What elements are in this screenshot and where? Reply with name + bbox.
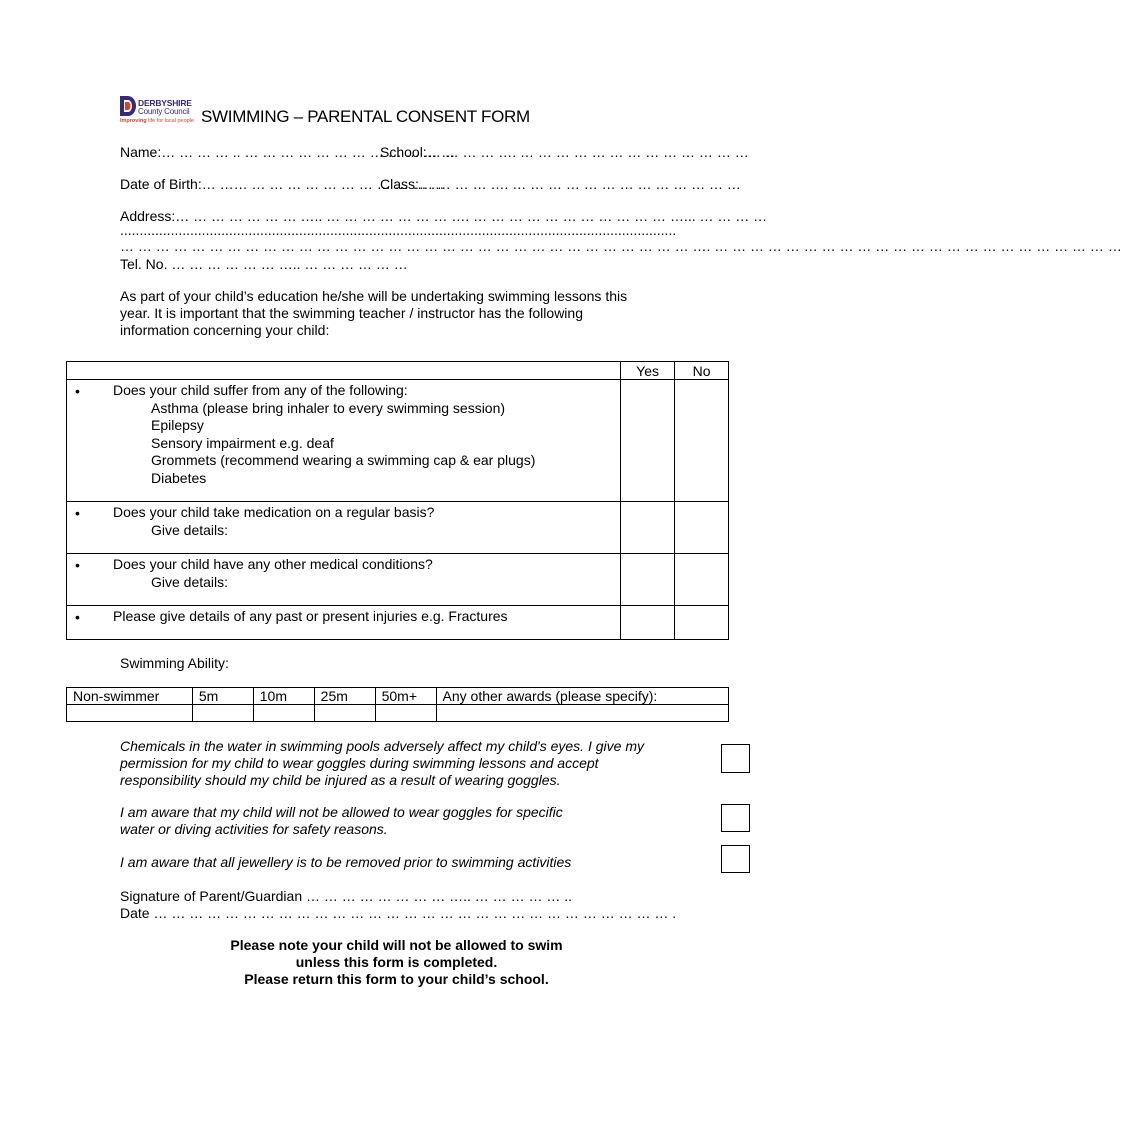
col-25m: 25m <box>314 688 375 705</box>
no-answer-cell[interactable] <box>675 502 729 554</box>
table-row <box>67 705 729 722</box>
class-field[interactable]: Class:… … … … …. … … … … … … … … … … … … … <box>380 176 741 192</box>
give-details-label: Give details: <box>151 521 229 538</box>
col-10m: 10m <box>253 688 314 705</box>
address-field-line1[interactable]: Address:… … … … … … … ….. … … … … … … … …. … … … … … … … … … … … …... … … … … <box>120 208 768 224</box>
table-row <box>67 554 729 606</box>
consent-line: water or diving activities for safety reasons. <box>120 821 388 837</box>
address-field-line3[interactable]: … … … … … … … … … … … … … … … … … … … … … … … … … … … … … … … … …. … … … … … … … … … … … … … … … … … … … … … … … <box>120 238 1122 254</box>
no-answer-cell[interactable] <box>675 554 729 606</box>
logo-tagline: Improving life for local people <box>120 118 194 124</box>
question-text: Please give details of any past or present injuries e.g. Fractures <box>113 608 508 624</box>
intro-paragraph <box>120 288 627 339</box>
table-row <box>67 502 729 554</box>
table-header-row <box>67 362 729 380</box>
5m-answer-cell[interactable] <box>192 705 253 722</box>
tel-field[interactable]: Tel. No. … … … … … … ….. … … … … … … <box>120 256 408 272</box>
intro-line: year. It is important that the swimming teacher / instructor has the following <box>120 305 583 321</box>
derbyshire-d-logo-icon <box>120 96 136 116</box>
table-header-row <box>67 688 729 705</box>
intro-line: As part of your child’s education he/she will be undertaking swimming lessons this <box>120 288 628 304</box>
date-field[interactable]: Date … … … … … … … … … … … … … … … … … … … … … … … … … … … … … . <box>120 905 677 921</box>
bullet: • <box>75 383 80 399</box>
consent-line: responsibility should my child be injured as a result of wearing goggles. <box>120 772 561 788</box>
question-text: Does your child suffer from any of the following: <box>113 382 408 398</box>
condition-asthma: Asthma (please bring inhaler to every swimming session) <box>151 399 506 416</box>
table-row <box>67 380 729 502</box>
25m-answer-cell[interactable] <box>314 705 375 722</box>
swimming-ability-label: Swimming Ability: <box>120 655 229 671</box>
name-field[interactable]: Name:… … … … .. … … … … … … … … … … … … <box>120 144 456 160</box>
header-yes: Yes <box>621 362 675 380</box>
medical-questions-table <box>66 361 729 640</box>
council-logo <box>120 96 200 128</box>
page-title: SWIMMING – PARENTAL CONSENT FORM <box>201 107 530 126</box>
logo-name-line2: County Council <box>138 107 190 116</box>
no-answer-cell[interactable] <box>675 606 729 640</box>
question-cell <box>67 380 621 502</box>
question-text: Does your child take medication on a regular basis? <box>113 504 435 520</box>
give-details-label: Give details: <box>151 573 229 590</box>
col-50m-plus: 50m+ <box>375 688 436 705</box>
header-blank-cell <box>67 362 621 380</box>
bullet: • <box>75 609 80 625</box>
signature-field[interactable]: Signature of Parent/Guardian … … … … … … … … ….. … … … … … .. <box>120 888 573 904</box>
jewellery-text: I am aware that all jewellery is to be removed prior to swimming activities <box>120 854 572 870</box>
50m-plus-answer-cell[interactable] <box>375 705 436 722</box>
footer-note-line: Please note your child will not be allowed to swim <box>230 937 563 953</box>
dob-field[interactable]: Date of Birth:… …… … … … … … … … … … … … <box>120 176 445 192</box>
condition-grommets: Grommets (recommend wearing a swimming cap & ear plugs) <box>151 452 536 468</box>
goggles-restriction-checkbox[interactable] <box>721 804 750 832</box>
goggles-permission-text <box>120 738 644 789</box>
address-field-line2[interactable]: ............................................................................................................................................... <box>120 222 677 238</box>
condition-sensory: Sensory impairment e.g. deaf <box>151 434 334 451</box>
question-cell <box>67 502 621 554</box>
logo-name-line1: DERBYSHIRE <box>138 98 192 108</box>
footer-note-line: unless this form is completed. <box>295 954 498 970</box>
footer-note-line: Please return this form to your child’s school. <box>244 971 549 987</box>
question-text: Does your child have any other medical conditions? <box>113 556 433 572</box>
other-awards-answer-cell[interactable] <box>436 705 728 722</box>
school-field[interactable]: School:… … … … …. … … … … … … … … … … … … … <box>380 144 749 160</box>
intro-line: information concerning your child: <box>120 322 330 338</box>
condition-epilepsy: Epilepsy <box>151 417 204 433</box>
yes-answer-cell[interactable] <box>621 380 675 502</box>
yes-answer-cell[interactable] <box>621 606 675 640</box>
header-no: No <box>675 362 729 380</box>
goggles-permission-checkbox[interactable] <box>721 744 750 773</box>
goggles-restriction-text <box>120 804 563 838</box>
jewellery-checkbox[interactable] <box>721 845 750 873</box>
condition-diabetes: Diabetes <box>151 469 207 486</box>
bullet: • <box>75 557 80 573</box>
table-row <box>67 606 729 640</box>
consent-line: I am aware that my child will not be allowed to wear goggles for specific <box>120 804 563 820</box>
col-5m: 5m <box>192 688 253 705</box>
question-cell <box>67 606 621 640</box>
consent-line: Chemicals in the water in swimming pools adversely affect my child's eyes. I give my <box>120 738 644 754</box>
no-answer-cell[interactable] <box>675 380 729 502</box>
col-other-awards: Any other awards (please specify): <box>436 688 728 705</box>
yes-answer-cell[interactable] <box>621 554 675 606</box>
swimming-ability-table <box>66 687 729 722</box>
col-non-swimmer: Non-swimmer <box>67 688 193 705</box>
yes-answer-cell[interactable] <box>621 502 675 554</box>
non-swimmer-answer-cell[interactable] <box>67 705 193 722</box>
bullet: • <box>75 505 80 521</box>
consent-line: permission for my child to wear goggles during swimming lessons and accept <box>120 755 599 771</box>
10m-answer-cell[interactable] <box>253 705 314 722</box>
question-cell <box>67 554 621 606</box>
